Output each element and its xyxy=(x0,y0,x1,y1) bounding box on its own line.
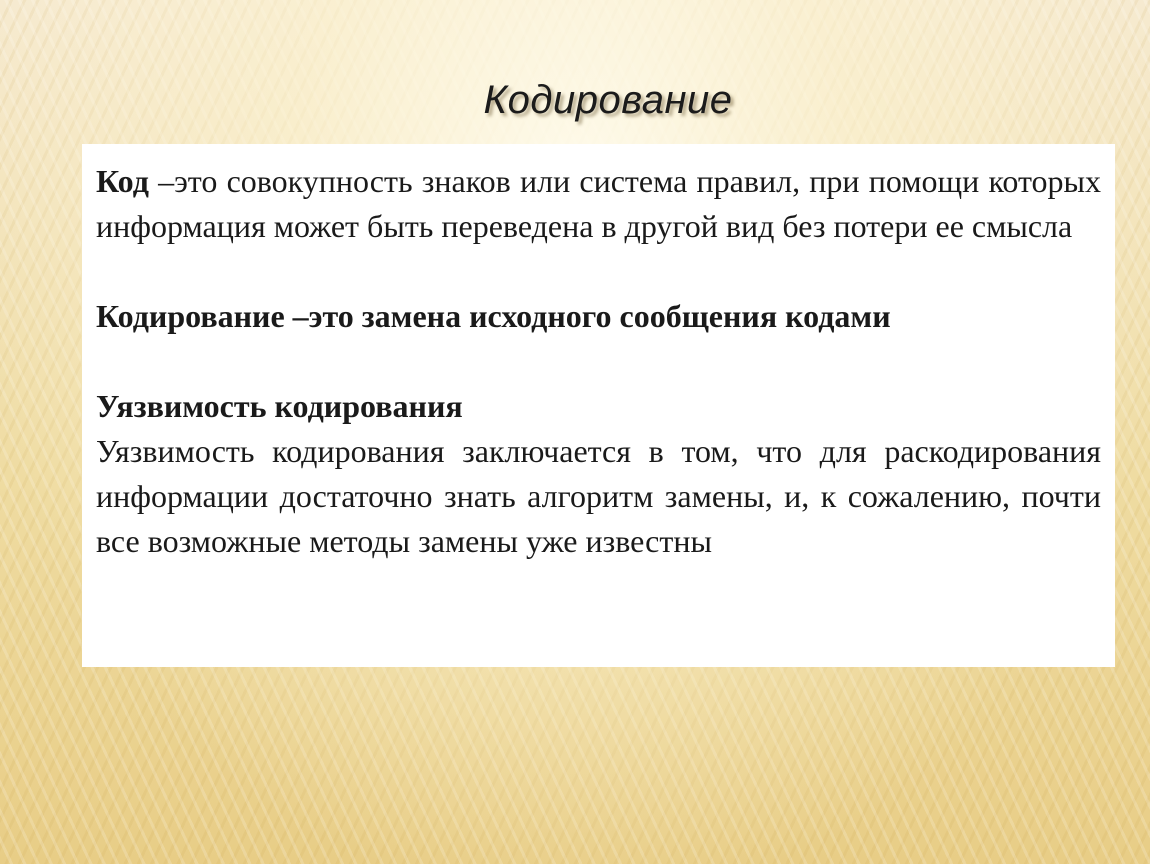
spacer xyxy=(96,249,1101,294)
code-definition-text: –это совокупность знаков или система правил, при помощи которых информация может быть переведена в другой вид без потери ее смысла xyxy=(96,163,1101,244)
spacer xyxy=(96,339,1101,384)
encoding-definition xyxy=(96,294,1101,339)
encoding-definition-text: Кодирование –это замена исходного сообщения кодами xyxy=(96,298,891,334)
vulnerability-text: Уязвимость кодирования заключается в том, что для раскодирования информации достаточно знать алгоритм замены, и, к сожалению, почти все возможные методы замены уже известны xyxy=(96,433,1101,559)
code-definition xyxy=(96,159,1101,249)
code-term: Код xyxy=(96,163,149,199)
vulnerability-heading-text: Уязвимость кодирования xyxy=(96,388,463,424)
content-box xyxy=(82,144,1115,667)
vulnerability-heading xyxy=(96,384,1101,429)
slide-title: Кодирование xyxy=(483,78,733,122)
